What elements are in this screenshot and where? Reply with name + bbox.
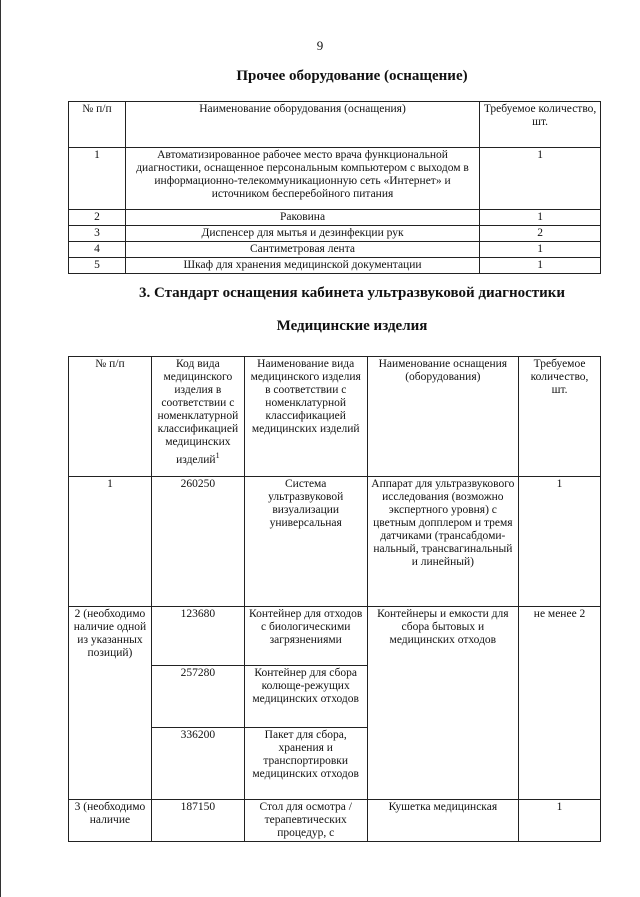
table-row: [69, 210, 601, 226]
footnote-mark: 1: [215, 451, 220, 460]
cell-equipment: Кушетка медицинская: [367, 800, 519, 842]
cell-qty: 1: [480, 242, 601, 258]
cell-code: 260250: [151, 477, 244, 607]
cell-number: 1: [69, 477, 152, 607]
header-cell: [151, 357, 244, 477]
header-text: Код вида медицинского изделия в соответствии с номенклатурной классификацией медицинских изделий: [157, 358, 239, 466]
cell-code: 257280: [151, 666, 244, 728]
table-row: [69, 607, 601, 666]
cell-name: Шкаф для хранения медицинской документации: [125, 258, 479, 274]
header-cell: № п/п: [69, 357, 152, 477]
cell-qty: 1: [519, 800, 601, 842]
cell-kind-name: Контейнер для сбора колюще-режущих медицинских отходов: [244, 666, 367, 728]
cell-number: 5: [69, 258, 126, 274]
table-row: [69, 800, 601, 842]
section-title-other-equipment: Прочее оборудование (оснащение): [236, 68, 468, 84]
medical-devices-table: [68, 356, 601, 842]
section-title-standard: 3. Стандарт оснащения кабинета ультразвуковой диагностики: [138, 285, 566, 301]
cell-kind-name: Стол для осмотра /терапевтических процедур, с: [244, 800, 367, 842]
cell-number: 2 (необходимо наличие одной из указанных позиций): [69, 607, 152, 800]
table-row: [69, 148, 601, 210]
scan-border: [0, 0, 1, 897]
cell-number: 4: [69, 242, 126, 258]
cell-number: 2: [69, 210, 126, 226]
cell-name: Сантиметровая лента: [125, 242, 479, 258]
table-row: [69, 226, 601, 242]
table-row: [69, 242, 601, 258]
table-header-row: [69, 357, 601, 477]
cell-code: 336200: [151, 728, 244, 800]
page-number: 9: [316, 38, 324, 53]
cell-code: 123680: [151, 607, 244, 666]
cell-kind-name: Контейнер для отходов с биологическими загрязнениями: [244, 607, 367, 666]
table-row: [69, 258, 601, 274]
table-header-row: [69, 102, 601, 148]
header-cell: № п/п: [69, 102, 126, 148]
cell-qty: 1: [480, 148, 601, 210]
cell-name: Диспенсер для мытья и дезинфекции рук: [125, 226, 479, 242]
cell-kind-name: Система ультразвуковой визуализации универсальная: [244, 477, 367, 607]
cell-equipment: Контейнеры и емкости для сбора бытовых и медицинских отходов: [367, 607, 519, 800]
other-equipment-table: [68, 101, 601, 274]
table-row: [69, 477, 601, 607]
header-cell: Наименование вида медицинского изделия в соответствии с номенклатурной классификацией медицинских изделий: [244, 357, 367, 477]
header-cell: Требуемое количество, шт.: [519, 357, 601, 477]
cell-equipment: Аппарат для ультразвукового исследования (возможно экспертного уровня) с цветным допплером и тремя датчиками (трансабдоми-нальный, трансвагинальный и линейный): [367, 477, 519, 607]
cell-name: Раковина: [125, 210, 479, 226]
header-cell: Требуемое количество, шт.: [480, 102, 601, 148]
cell-kind-name: Пакет для сбора, хранения и транспортировки медицинских отходов: [244, 728, 367, 800]
cell-qty: 1: [480, 210, 601, 226]
cell-qty: 1: [480, 258, 601, 274]
header-cell: Наименование оборудования (оснащения): [125, 102, 479, 148]
cell-qty: 1: [519, 477, 601, 607]
cell-number: 3 (необходимо наличие: [69, 800, 152, 842]
cell-number: 1: [69, 148, 126, 210]
header-cell: Наименование оснащения (оборудования): [367, 357, 519, 477]
cell-qty: не менее 2: [519, 607, 601, 800]
cell-qty: 2: [480, 226, 601, 242]
cell-name: Автоматизированное рабочее место врача функциональной диагностики, оснащенное персональным компьютером с выходом в информационно-телекоммуникационную сеть «Интернет» и источником бесперебойного питания: [125, 148, 479, 210]
section-title-medical-devices: Медицинские изделия: [276, 318, 428, 334]
cell-code: 187150: [151, 800, 244, 842]
cell-number: 3: [69, 226, 126, 242]
